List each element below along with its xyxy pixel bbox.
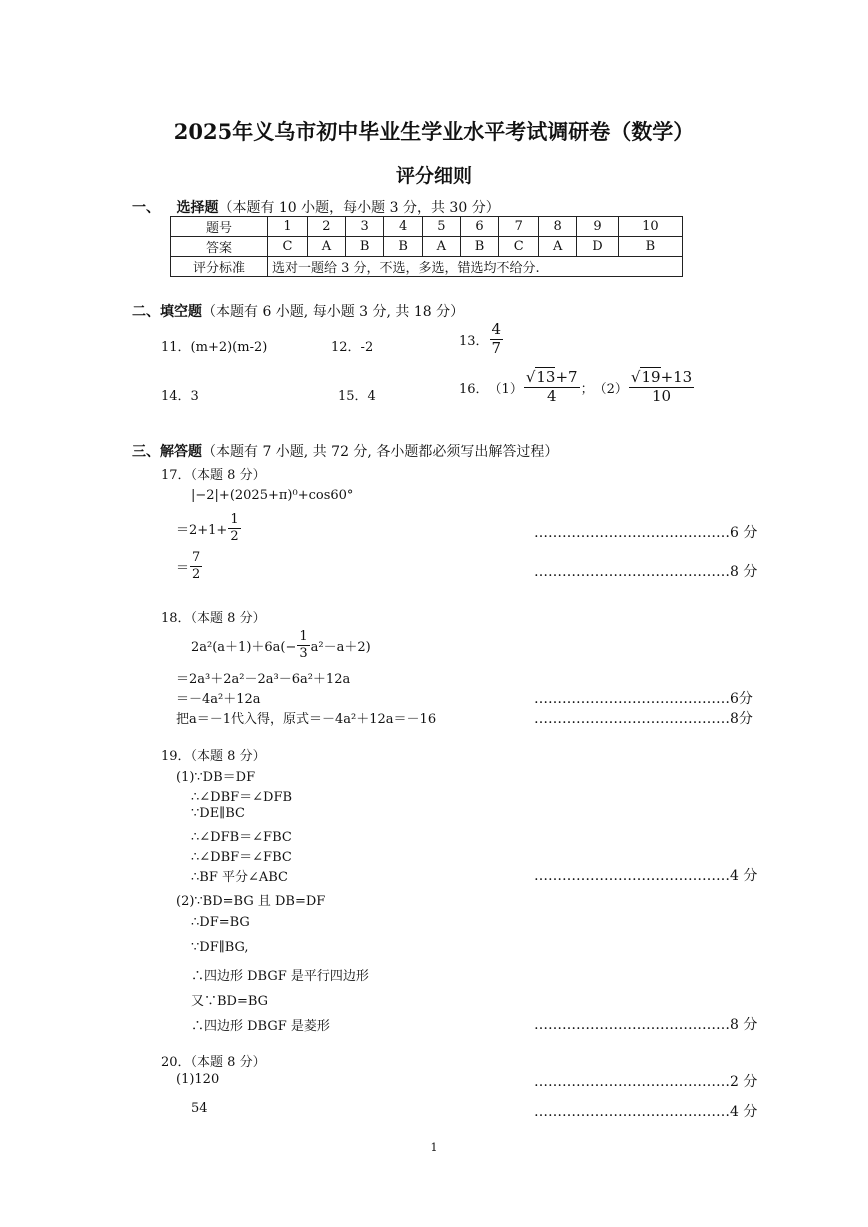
q17-score2: ……………………………………8 分 — [534, 564, 758, 580]
q16-part2-fraction — [629, 370, 694, 405]
table-cell: 3 — [345, 217, 384, 237]
q20-score2: ……………………………………4 分 — [534, 1104, 758, 1120]
q19-line: (2)∵BD=BG 且 DB=DF — [176, 894, 326, 909]
q17-step2: ＝ $\frac{7}{2}$ — [176, 550, 201, 582]
q15-number: 15． — [338, 389, 368, 404]
page-number: 1 — [430, 1141, 438, 1154]
q16-answer — [459, 370, 695, 405]
q18-fraction: $\frac{1}{3}$ — [299, 629, 308, 661]
q17-score1: ……………………………………6 分 — [534, 525, 758, 541]
q15-answer — [338, 385, 376, 404]
q17-step1: ＝2+1+ $\frac{1}{2}$ — [176, 512, 239, 544]
q20-header: 20．（本题 8 分） — [161, 1055, 266, 1070]
table-criteria-label: 评分标准 — [171, 257, 268, 277]
table-cell: 4 — [384, 217, 423, 237]
q19-score1: ……………………………………4 分 — [534, 868, 758, 884]
q17-header: 17．（本题 8 分） — [161, 468, 266, 483]
q13-denominator: 7 — [491, 338, 502, 357]
q14-answer — [161, 385, 199, 404]
q11-answer — [161, 336, 267, 355]
q16-part2-numerator: √19+13 — [630, 368, 693, 386]
q19-line: ∴∠DBF＝∠DFB — [191, 790, 293, 805]
q19-line: ∴∠DFB＝∠FBC — [191, 830, 292, 845]
q18-expression: 2a²(a＋1)＋6a(− $\frac{1}{3}$ a²－a＋2) — [191, 629, 371, 661]
q19-line: ∵DF∥BG, — [191, 940, 249, 955]
table-cell: 6 — [460, 217, 499, 237]
table-cell: 5 — [422, 217, 460, 237]
table-cell: 10 — [618, 217, 682, 237]
table-cell: 2 — [307, 217, 345, 237]
table-cell: B — [460, 237, 499, 257]
table-row-criteria — [171, 257, 683, 277]
q19-line: ∴∠DBF＝∠FBC — [191, 850, 292, 865]
table-header-label: 题号 — [171, 217, 268, 237]
table-row-answers — [171, 237, 683, 257]
table-cell: B — [384, 237, 423, 257]
q15-value: 4 — [367, 389, 376, 404]
q19-line: ∴DF=BG — [191, 915, 250, 930]
q18-step1: ＝2a³＋2a²－2a³－6a²＋12a — [176, 672, 351, 687]
section2-number: 二、 — [132, 304, 160, 320]
section2-heading — [132, 301, 464, 321]
q19-line: ∴BF 平分∠ABC — [191, 870, 288, 885]
q17-step2-fraction: $\frac{7}{2}$ — [192, 550, 201, 582]
table-cell: 8 — [539, 217, 577, 237]
q12-value: -2 — [360, 340, 374, 355]
q19-header: 19．（本题 8 分） — [161, 749, 266, 764]
table-answer-label: 答案 — [171, 237, 268, 257]
table-cell: B — [618, 237, 682, 257]
q13-answer — [459, 322, 504, 357]
table-cell: D — [577, 237, 619, 257]
q17-step1-fraction: $\frac{1}{2}$ — [230, 512, 239, 544]
q12-number: 12． — [331, 340, 361, 355]
q16-part1-label: （1） — [488, 381, 523, 397]
q19-line: ∴四边形 DBGF 是菱形 — [191, 1019, 330, 1034]
q16-part1-fraction — [524, 370, 580, 405]
q18-step3: 把a＝－1代入得，原式＝－4a²＋12a＝－16 — [176, 712, 437, 727]
table-cell: C — [268, 237, 308, 257]
q19-line: ∵DE∥BC — [191, 806, 245, 821]
q16-part2-denominator: 10 — [652, 386, 672, 405]
table-criteria-text: 选对一题给 3 分，不选，多选，错选均不给分. — [268, 257, 683, 277]
q18-score2: ……………………………………8分 — [534, 711, 753, 727]
q14-number: 14． — [161, 389, 191, 404]
table-cell: A — [539, 237, 577, 257]
q20-score1: ……………………………………2 分 — [534, 1074, 758, 1090]
table-cell: B — [345, 237, 384, 257]
q11-number: 11． — [161, 340, 191, 355]
table-cell: C — [499, 237, 539, 257]
section1-number: 一、 — [132, 200, 160, 216]
table-cell: 9 — [577, 217, 619, 237]
q13-number: 13． — [459, 333, 489, 349]
q12-answer — [331, 336, 373, 355]
q18-step2: ＝－4a²＋12a — [176, 692, 261, 707]
table-cell: A — [307, 237, 345, 257]
section3-heading — [132, 441, 558, 461]
page-subtitle: 评分细则 — [395, 165, 472, 187]
table-cell: 1 — [268, 217, 308, 237]
section3-number: 三、 — [132, 444, 160, 460]
q18-header: 18．（本题 8 分） — [161, 611, 266, 626]
q14-value: 3 — [190, 389, 199, 404]
q16-part2-label: （2） — [593, 381, 628, 397]
q16-part1-denominator: 4 — [546, 386, 557, 405]
table-cell: A — [422, 237, 460, 257]
q19-score2: ……………………………………8 分 — [534, 1017, 758, 1033]
q19-line: ∴四边形 DBGF 是平行四边形 — [191, 969, 369, 984]
section2-name: 填空题 — [160, 304, 202, 320]
q20-line1: (1)120 — [176, 1072, 220, 1087]
section3-name: 解答题 — [160, 444, 202, 460]
q19-line: (1)∵DB＝DF — [176, 770, 256, 785]
q16-number: 16． — [459, 381, 489, 397]
q13-fraction — [490, 322, 504, 357]
q18-score1: ……………………………………6分 — [534, 691, 753, 707]
section1-heading — [132, 197, 500, 217]
table-row-numbers — [171, 217, 683, 237]
section2-desc: （本题有 6 小题, 每小题 3 分, 共 18 分） — [202, 304, 465, 320]
q19-line: 又∵BD=BG — [191, 994, 269, 1009]
q17-expression: |−2|+(2025+π)⁰+cos60° — [191, 488, 354, 503]
page-title: 2025年义乌市初中毕业生学业水平考试调研卷（数学） — [173, 119, 695, 144]
section1-desc: （本题有 10 小题，每小题 3 分，共 30 分） — [218, 200, 500, 216]
table-cell: 7 — [499, 217, 539, 237]
q13-numerator: 4 — [491, 320, 502, 338]
q16-separator: ； — [580, 381, 594, 397]
answer-table — [170, 216, 683, 277]
section1-name: 选择题 — [176, 200, 219, 216]
q16-part1-numerator: √13+7 — [525, 368, 578, 386]
section3-desc: （本题有 7 小题, 共 72 分, 各小题都必须写出解答过程） — [202, 444, 559, 460]
q11-value: (m+2)(m-2) — [190, 340, 268, 355]
q20-line2: 54 — [191, 1101, 208, 1116]
